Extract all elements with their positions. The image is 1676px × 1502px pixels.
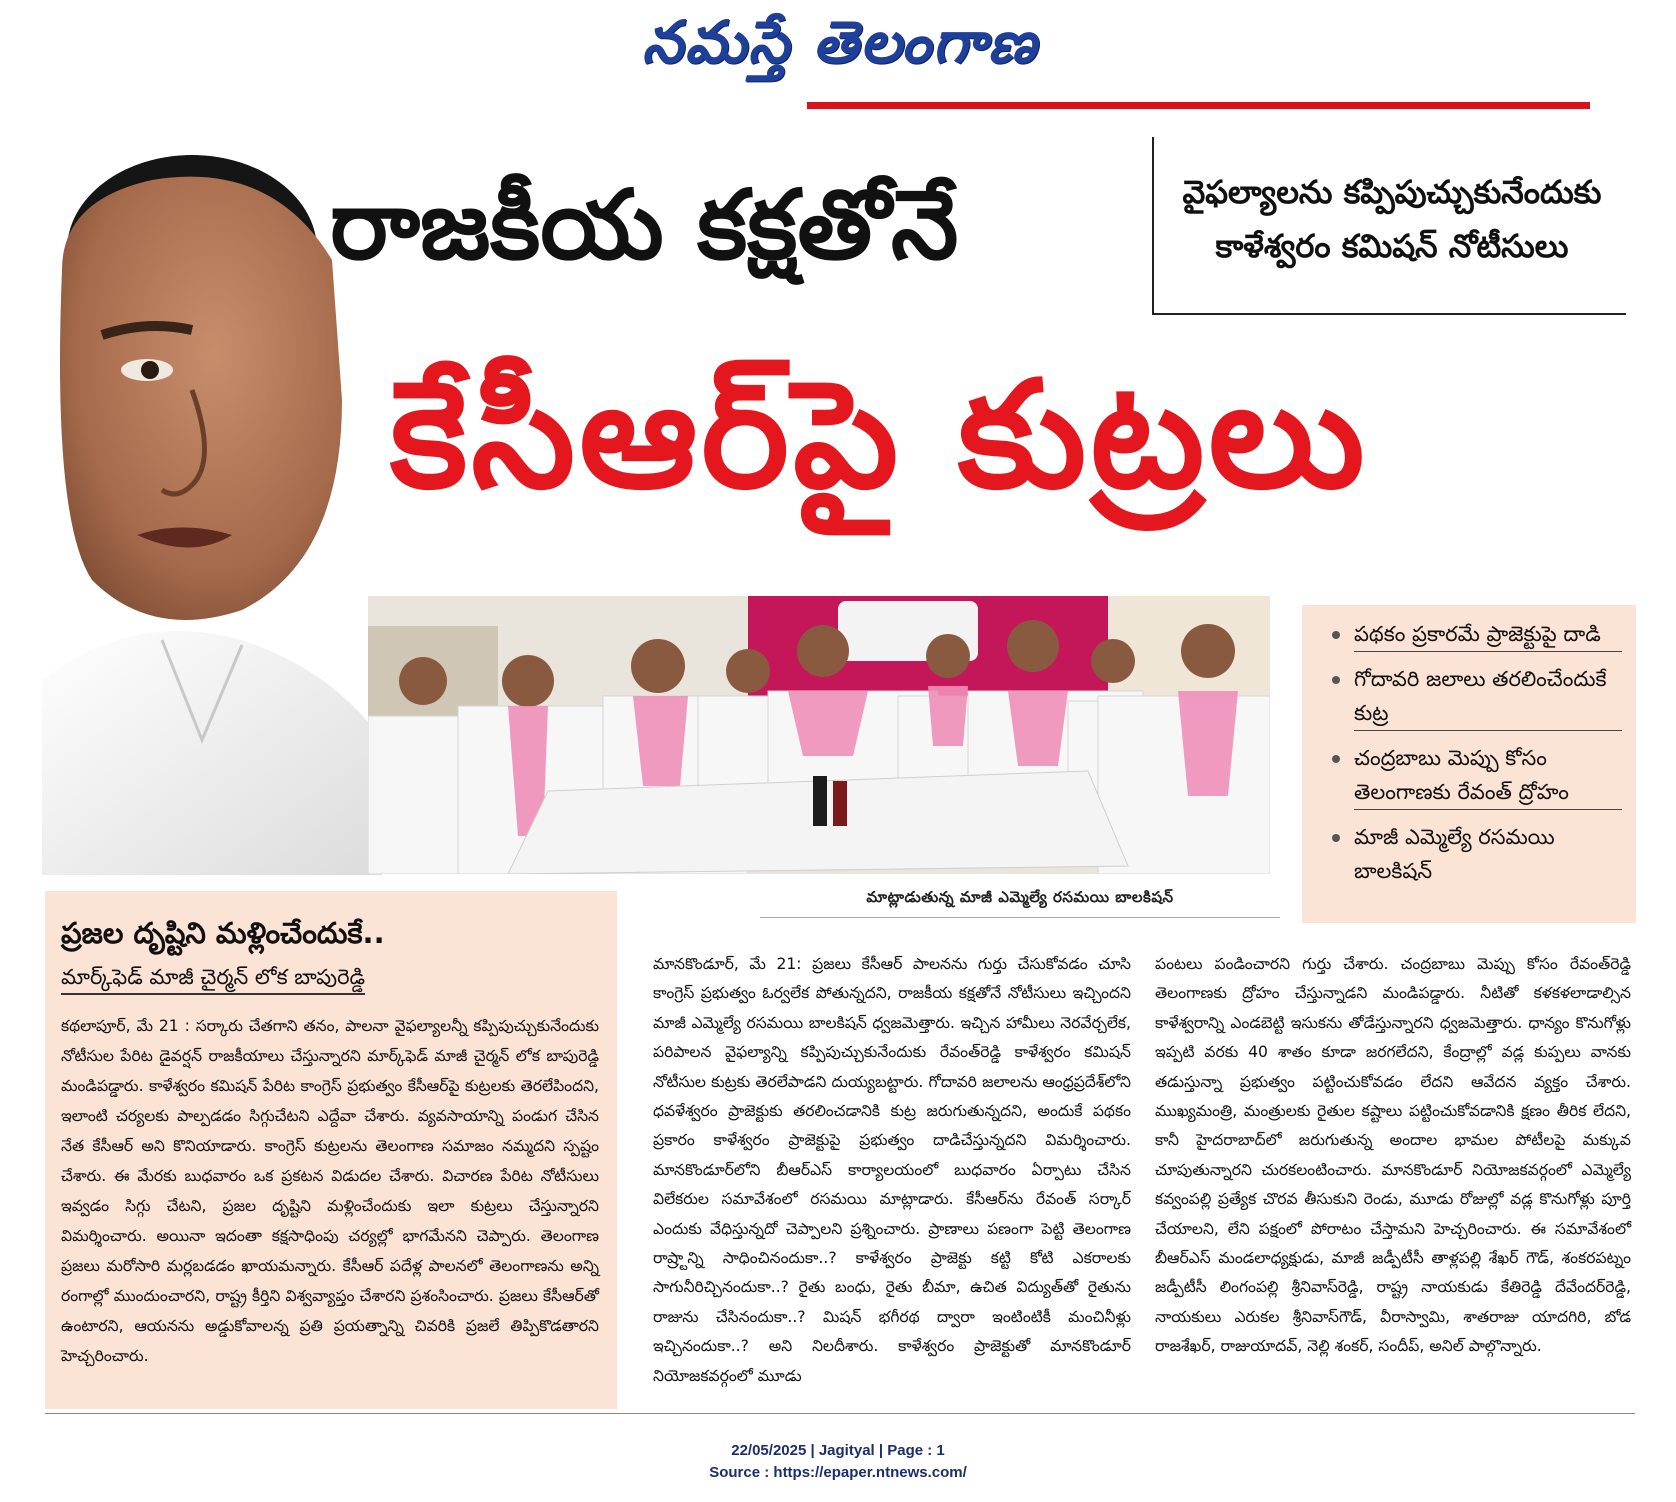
- press-meet-photo: [368, 596, 1270, 874]
- subhead-line-1: వైఫల్యాలను కప్పిపుచ్చుకునేందుకు: [1182, 173, 1602, 211]
- subhead-line-2: కాళేశ్వరం కమిషన్ నోటీసులు: [1215, 227, 1569, 265]
- highlight-item: పథకం ప్రకారమే ప్రాజెక్టుపై దాడి: [1326, 617, 1622, 652]
- main-story-column-1: మానకొండూర్, మే 21: ప్రజలు కేసీఆర్ పాలనను గుర్తు చేసుకోవడం చూసి కాంగ్రెస్ ప్రభుత్వం ఓర్వలేక పోతున్నదని, రాజకీయ కక్షతోనే నోటీసులు ఇచ్చిందని మాజీ ఎమ్మెల్యే రసమయి బాలకిషన్ ధ్వజమెత్తారు. ఇచ్చిన హామీలు నెరవేర్చలేక, పరిపాలన వైఫల్యాన్ని కప్పిపుచ్చుకునేందుకు రేవంత్‌రెడ్డి కాళేశ్వరం కమిషన్ నోటీసుల కుట్రకు తెరలేపాడని దుయ్యబట్టారు. గోదావరి జలాలను ఆంధ్రప్రదేశ్‌లోని ధవళేశ్వరం ప్రాజెక్టుకు తరలించడానికి కుట్ర జరుగుతున్నదని, అందుకే పథకం ప్రకారం కాళేశ్వరం ప్రాజెక్టుపై ప్రభుత్వం దాడిచేస్తున్నదని విమర్శించారు. మానకొండూర్‌లోని బీఆర్‌ఎస్ కార్యాలయంలో బుధవారం ఏర్పాటు చేసిన విలేకరుల సమావేశంలో రసమయి మాట్లాడారు. కేసీఆర్‌ను రేవంత్ సర్కార్ ఎందుకు వేధిస్తున్నదో చెప్పాలని ప్రశ్నించారు. ప్రాణాలు పణంగా పెట్టి తెలంగాణ రాష్ర్టాన్ని సాధించినందుకా..? కాళేశ్వరం ప్రాజెక్టు కట్టి కోటి ఎకరాలకు సాగునీరిచ్చినందుకా..? రైతు బంధు, రైతు బీమా, ఉచిత విద్యుత్‌తో రైతును రాజును చేసినందుకా..? మిషన్ భగీరథ ద్వారా ఇంటింటికీ మంచినీళ్లు ఇచ్చినందుకా..? అని నిలదీశారు. కాళేశ్వరం ప్రాజెక్టుతో మానకొండూర్ నియోజకవర్గంలో మూడు: [653, 955, 1131, 1385]
- page-footer: [0, 1440, 1676, 1484]
- headline-kicker: రాజకీయ కక్షతోనే: [330, 169, 959, 281]
- subhead-box: [1152, 137, 1626, 315]
- side-story-byline: మార్క్‌ఫెడ్ మాజీ చైర్మన్ లోక బాపురెడ్డి: [61, 961, 365, 995]
- photo-caption: మాట్లాడుతున్న మాజీ ఎమ్మెల్యే రసమయి బాలకిషన్: [760, 888, 1280, 918]
- masthead-divider: [807, 102, 1590, 109]
- side-story-title: ప్రజల దృష్టిని మళ్లించేందుకే..: [61, 916, 385, 950]
- highlight-item: చంద్రబాబు మెప్పు కోసం తెలంగాణకు రేవంత్ ద్రోహం: [1326, 741, 1622, 810]
- highlight-item: గోదావరి జలాలు తరలించేందుకే కుట్ర: [1326, 662, 1622, 731]
- footer-source-link[interactable]: Source : https://epaper.ntnews.com/: [709, 1464, 967, 1481]
- main-story-column-2: పంటలు పండించారని గుర్తు చేశారు. చంద్రబాబు మెప్పు కోసం రేవంత్‌రెడ్డి తెలంగాణకు ద్రోహం చేస్తున్నాడని మండిపడ్డారు. నీటితో కళకళలాడాల్సిన కాళేశ్వరాన్ని ఎండబెట్టి ఇసుకను తోడేస్తున్నారని ధ్వజమెత్తారు. ధాన్యం కొనుగోళ్లు ఇప్పటి వరకు 40 శాతం కూడా జరగలేదని, కేంద్రాల్లో వడ్ల కుప్పలు వానకు తడుస్తున్నా ప్రభుత్వం పట్టించుకోవడం లేదని ఆవేదన వ్యక్తం చేశారు. ముఖ్యమంత్రి, మంత్రులకు రైతుల కష్టాలు పట్టించుకోవడానికి క్షణం తీరిక లేదని, కానీ హైదరాబాద్‌లో జరుగుతున్న అందాల భామల పోటీలపై మక్కువ చూపుతున్నారని చురకలంటించారు. మానకొండూర్ నియోజకవర్గంలో ఎమ్మెల్యే కవ్వంపల్లి ప్రత్యేక చొరవ తీసుకుని రెండు, మూడు రోజుల్లో వడ్ల కొనుగోళ్లు పూర్తి చేయాలని, లేని పక్షంలో పోరాటం చేస్తామని హెచ్చరించారు. ఈ సమావేశంలో బీఆర్‌ఎస్ మండలాధ్యక్షుడు, మాజీ జడ్పీటీసీ తాళ్లపల్లి శేఖర్ గౌడ్, శంకరపట్నం జడ్పీటీసీ లింగంపల్లి శ్రీనివాస్‌రెడ్డి, రాష్ట్ర నాయకుడు కేతిరెడ్డి దేవేందర్‌రెడ్డి, నాయకులు ఎరుకల శ్రీనివాస్‌గౌడ్, వీరాస్వామి, శాతరాజు యాదగిరి, బోడ రాజశేఖర్, రాజుయాదవ్, నెల్లి శంకర్, సందీప్, అనిల్ పాల్గొన్నారు.: [1155, 955, 1631, 1356]
- side-story-body: కథలాపూర్, మే 21 : సర్కారు చేతగాని తనం, పాలనా వైఫల్యాలన్నీ కప్పిపుచ్చుకునేందుకు నోటీసుల పేరిట డైవర్షన్ రాజకీయాలు చేస్తున్నారని మార్క్‌ఫెడ్ మాజీ చైర్మన్ లోక బాపురెడ్డి మండిపడ్డారు. కాళేశ్వరం కమిషన్ పేరిట కాంగ్రెస్ ప్రభుత్వం కేసీఆర్‌పై కుట్రలకు తెరలేపిందని, ఇలాంటి చర్యలకు పాల్పడడం సిగ్గుచేటని ఎద్దేవా చేశారు. వ్యవసాయాన్ని పండుగ చేసిన నేత కేసీఆర్ అని కొనియాడారు. కాంగ్రెస్ కుట్రలను తెలంగాణ సమాజం నమ్మదని స్పష్టం చేశారు. ఈ మేరకు బుధవారం ఒక ప్రకటన విడుదల చేశారు. విచారణ పేరిట నోటీసులు ఇవ్వడం సిగ్గు చేటని, ప్రజల దృష్టిని మళ్లించేందుకు ఇలా కుట్రలు చేస్తున్నారని విమర్శించారు. అయినా ఇదంతా కక్షసాధింపు చర్యల్లో భాగమేనని చెప్పారు. తెలంగాణ ప్రజలు మరోసారి మర్లబడడం ఖాయమన్నారు. కేసీఆర్ పదేళ్ల పాలనలో తెలంగాణను అన్ని రంగాల్లో ముందుంచారని, రాష్ట్ర కీర్తిని విశ్వవ్యాప్తం చేశారని ప్రశంసించారు. ప్రజలు కేసీఆర్‌తో ఉంటారని, ఆయనను అడ్డుకోవాలన్న ప్రతి ప్రయత్నాన్ని చివరికి ప్రజలే తిప్పికొడతారని హెచ్చరించారు.: [61, 1017, 599, 1365]
- highlights-box: [1302, 605, 1636, 923]
- masthead-title: నమస్తే తెలంగాణ: [642, 7, 1038, 76]
- highlight-item: మాజీ ఎమ్మెల్యే రసమయి బాలకిషన్: [1326, 820, 1622, 888]
- highlights-list: [1326, 617, 1622, 888]
- page-bottom-divider: [45, 1413, 1635, 1414]
- headline-main: కేసీఆర్‌పై కుట్రలు: [390, 349, 1369, 521]
- masthead-logo: [560, 7, 1120, 88]
- side-story: [45, 891, 617, 1409]
- footer-edition-info: 22/05/2025 | Jagityal | Page : 1: [731, 1442, 945, 1459]
